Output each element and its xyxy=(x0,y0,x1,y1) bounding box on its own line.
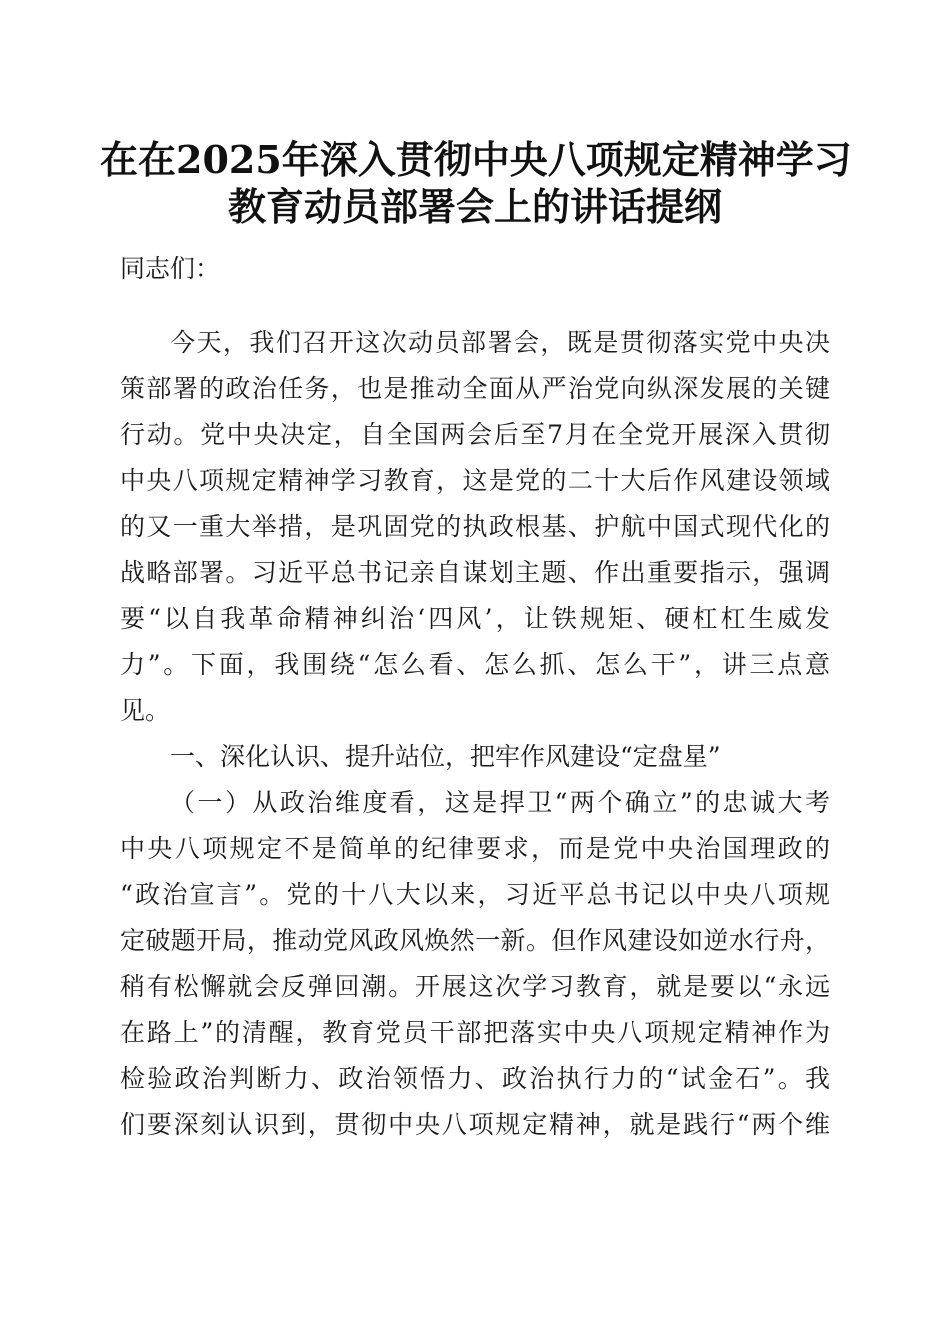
paragraph-line: 战略部署。习近平总书记亲自谋划主题、作出重要指示，强调 xyxy=(120,558,830,587)
subsection-line: 中央八项规定不是简单的纪律要求，而是党中央治国理政的 xyxy=(120,834,830,863)
salutation: 同志们： xyxy=(120,254,221,283)
paragraph-line: 中央八项规定精神学习教育，这是党的二十大后作风建设领域 xyxy=(120,466,830,495)
paragraph-line: 的又一重大举措，是巩固党的执政根基、护航中国式现代化的 xyxy=(120,512,830,541)
subsection-line: 稍有松懈就会反弹回潮。开展这次学习教育，就是要以“永远 xyxy=(120,972,830,1001)
document-title-line-2: 教育动员部署会上的讲话提纲 xyxy=(227,184,722,229)
paragraph-line: 要“以自我革命精神纠治‘四风’，让铁规矩、硬杠杠生威发 xyxy=(120,604,830,633)
paragraph-line: 见。 xyxy=(120,696,171,725)
paragraph-line: 策部署的政治任务，也是推动全面从严治党向纵深发展的关键 xyxy=(120,374,830,403)
subsection-line: 在路上”的清醒，教育党员干部把落实中央八项规定精神作为 xyxy=(120,1018,830,1047)
document-title-line-1: 在在2025年深入贯彻中央八项规定精神学习 xyxy=(100,137,852,182)
subsection-line: 们要深刻认识到，贯彻中央八项规定精神，就是践行“两个维 xyxy=(120,1110,830,1139)
subsection-line: “政治宣言”。党的十八大以来，习近平总书记以中央八项规 xyxy=(120,880,830,909)
subsection-line: （一）从政治维度看，这是捍卫“两个确立”的忠诚大考 xyxy=(170,788,830,817)
section-heading: 一、深化认识、提升站位，把牢作风建设“定盘星” xyxy=(170,742,721,771)
paragraph-line: 力”。下面，我围绕“怎么看、怎么抓、怎么干”，讲三点意 xyxy=(120,650,830,679)
paragraph-line: 行动。党中央决定，自全国两会后至7月在全党开展深入贯彻 xyxy=(120,420,830,449)
paragraph-line: 今天，我们召开这次动员部署会，既是贯彻落实党中央决 xyxy=(170,328,830,357)
subsection-line: 检验政治判断力、政治领悟力、政治执行力的“试金石”。我 xyxy=(120,1064,830,1093)
subsection-line: 定破题开局，推动党风政风焕然一新。但作风建设如逆水行舟， xyxy=(120,926,830,955)
